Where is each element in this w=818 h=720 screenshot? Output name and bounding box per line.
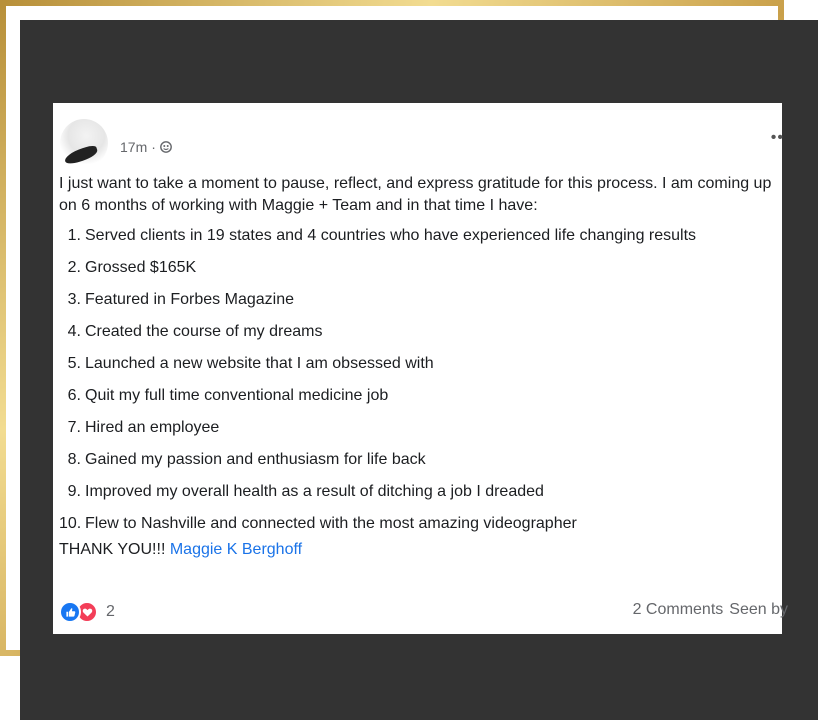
post-card <box>53 103 788 634</box>
globe-icon <box>160 141 172 153</box>
engagement-stats <box>633 601 788 619</box>
list-number: 3. <box>67 291 81 308</box>
list-item <box>59 417 775 449</box>
reaction-bar <box>59 601 788 623</box>
list-item <box>59 481 775 513</box>
list-item <box>59 289 775 321</box>
more-icon[interactable]: •• <box>770 129 784 146</box>
seen-by-link[interactable]: Seen by <box>729 601 788 618</box>
list-number: 10. <box>59 515 82 532</box>
list-item <box>59 225 775 257</box>
list-text: Featured in Forbes Magazine <box>85 291 294 308</box>
post-meta <box>120 139 172 155</box>
closing-text: THANK YOU!!! <box>59 541 170 558</box>
list-text: Hired an employee <box>85 419 220 436</box>
post-header <box>53 103 782 163</box>
avatar[interactable] <box>60 119 108 167</box>
achievement-list <box>59 225 775 545</box>
list-text: Created the course of my dreams <box>85 323 323 340</box>
list-number: 1. <box>67 227 81 244</box>
post-body <box>59 173 775 561</box>
reaction-count: 2 <box>106 603 115 620</box>
list-text: Served clients in 19 states and 4 countries who have experienced life changing results <box>85 227 697 244</box>
list-text: Improved my overall health as a result of ditching a job I dreaded <box>85 483 544 500</box>
list-text: Launched a new website that I am obsessed with <box>85 355 434 372</box>
list-number: 2. <box>67 259 81 276</box>
post-intro: I just want to take a moment to pause, reflect, and express gratitude for this process. I am coming up on 6 months of working with Maggie + Team and in that time I have: <box>59 175 772 214</box>
list-number: 5. <box>67 355 81 372</box>
reactions-summary[interactable] <box>59 601 115 623</box>
mention-link[interactable]: Maggie K Berghoff <box>169 541 303 558</box>
list-item <box>59 321 775 353</box>
list-number: 9. <box>67 483 81 500</box>
list-item <box>59 449 775 481</box>
list-number: 4. <box>67 323 81 340</box>
list-number: 6. <box>67 387 81 404</box>
list-number: 8. <box>67 451 81 468</box>
post-time[interactable]: 17m <box>120 139 148 155</box>
list-item <box>59 257 775 289</box>
list-text: Gained my passion and enthusiasm for life back <box>85 451 426 468</box>
list-text: Quit my full time conventional medicine job <box>85 387 389 404</box>
meta-separator: · <box>151 139 156 155</box>
list-text: Grossed $165K <box>85 259 197 276</box>
list-number: 7. <box>67 419 81 436</box>
comments-link[interactable]: 2 Comments <box>632 601 724 618</box>
list-text: Flew to Nashville and connected with the most amazing videographer <box>85 515 577 532</box>
list-item <box>59 353 775 385</box>
like-icon <box>59 601 81 623</box>
list-item <box>59 385 775 417</box>
